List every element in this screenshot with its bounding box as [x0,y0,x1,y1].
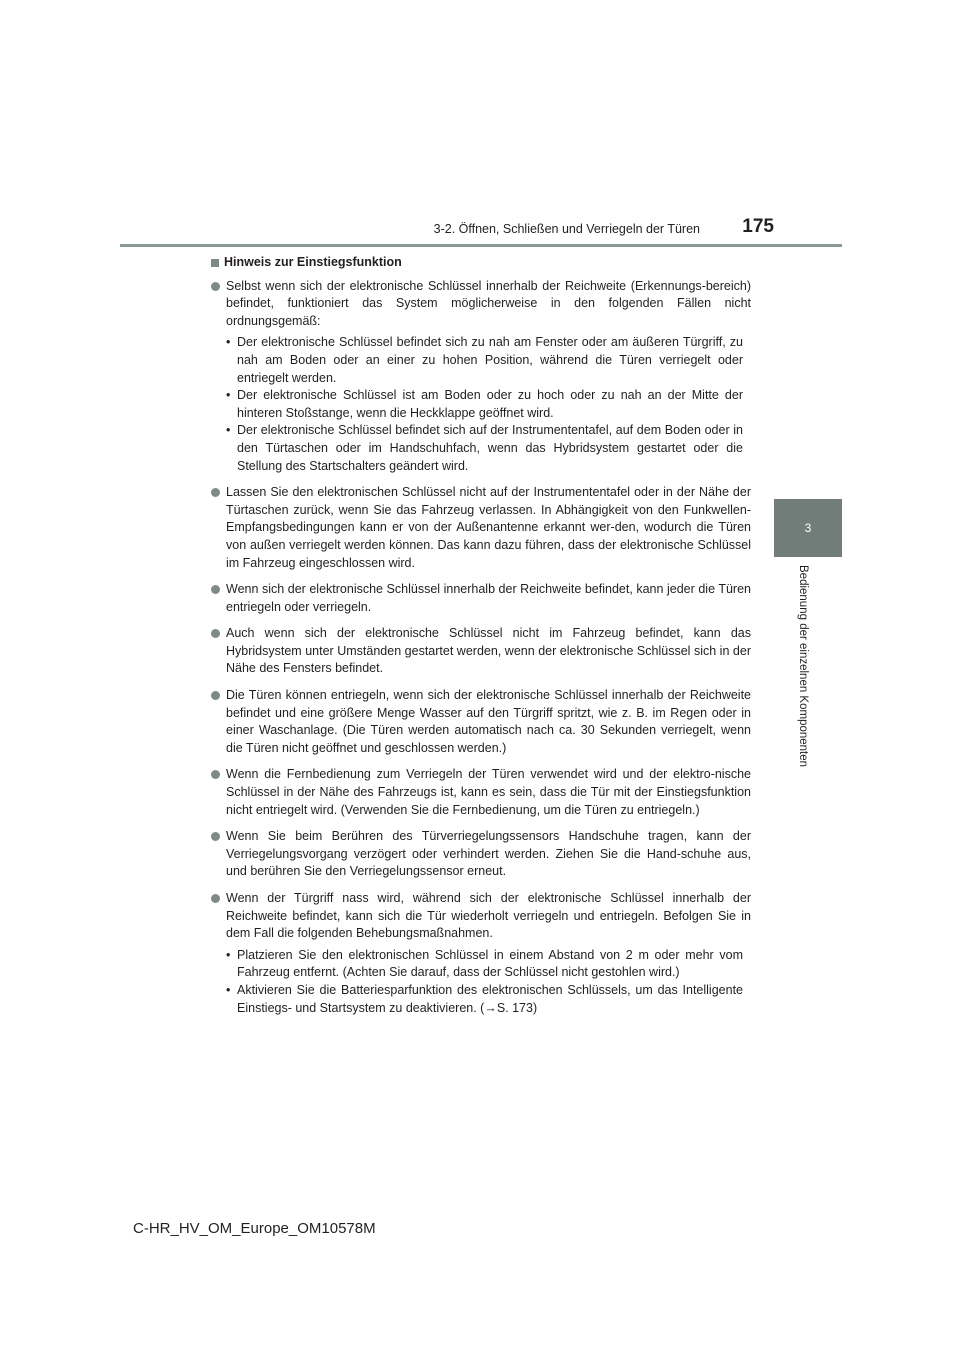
dot-bullet-icon: • [226,982,231,997]
chapter-number: 3 [804,521,812,535]
sub-list-item [211,947,751,982]
running-header-section: 3-2. Öffnen, Schließen und Verriegeln der Türen [433,222,700,236]
circle-bullet-icon [211,585,220,594]
bullet-item [211,625,751,678]
section-heading-text: Hinweis zur Einstiegsfunktion [224,255,402,269]
sub-list-text: Der elektronische Schlüssel befindet sich zu nah am Fenster oder am äußeren Türgriff, zu nah am Boden oder an einer zu hohen Position, während die Türen verriegelt oder entriegelt werden. [237,335,743,385]
circle-bullet-icon [211,282,220,291]
sub-list-text: Der elektronische Schlüssel befindet sich auf der Instrumententafel, auf dem Boden oder in den Türtaschen oder im Handschuhfach, wenn das Hybridsystem gestartet oder die Stellung des Startschalters geändert wird. [237,423,743,473]
dot-bullet-icon: • [226,423,231,438]
sub-list-text: Platzieren Sie den elektronischen Schlüssel in einem Abstand von 2 m oder mehr vom Fahrzeug entfernt. (Achten Sie darauf, dass der Schlüssel nicht gestohlen wird.) [237,947,743,980]
bullet-item [211,890,751,943]
circle-bullet-icon [211,894,220,903]
circle-bullet-icon [211,691,220,700]
bullet-item [211,484,751,572]
bullet-item [211,278,751,331]
bullet-text: Wenn sich der elektronische Schlüssel innerhalb der Reichweite befindet, kann jeder die Türen entriegeln oder verriegeln. [226,582,751,614]
bullet-text: Auch wenn sich der elektronische Schlüssel nicht im Fahrzeug befindet, kann das Hybridsystem unter Umständen gestartet werden, wenn der elektronische Schlüssel sich in der Nähe des Fensters befindet. [226,626,751,676]
bullet-list [211,278,751,1018]
bullet-text: Die Türen können entriegeln, wenn sich der elektronische Schlüssel innerhalb der Reichweite befindet und eine größere Menge Wasser auf den Türgriff spritzt, wie z. B. im Regen oder in einer Waschanlage. (Die Türen werden automatisch nach ca. 30 Sekunden verriegelt, wenn die Türen nicht geöffnet und geschlossen werden.) [226,688,751,755]
bullet-item [211,766,751,819]
bullet-text: Wenn die Fernbedienung zum Verriegeln der Türen verwendet wird und der elektro-nische Schlüssel in der Nähe des Fahrzeugs ist, kann es sein, dass die Tür mit der Einstiegsfunktion nicht entriegelt wird. (Verwenden Sie die Fernbedienung, um die Türen zu entriegeln.) [226,767,751,817]
bullet-item [211,581,751,616]
sub-list [211,947,751,1017]
main-content [211,254,751,1026]
square-bullet-icon [211,259,219,267]
circle-bullet-icon [211,629,220,638]
page-number: 175 [742,216,774,237]
bullet-text: Selbst wenn sich der elektronische Schlüssel innerhalb der Reichweite (Erkennungs-bereich) befindet, funktioniert das System möglicherweise in den folgenden Fällen nicht ordnungsgemäß: [226,278,751,328]
section-heading [211,254,751,272]
sub-list-item [211,982,751,1017]
bullet-text: Lassen Sie den elektronischen Schlüssel nicht auf der Instrumententafel oder in der Nähe der Türtaschen zurück, wenn Sie das Fahrzeug verlassen. In Abhängigkeit von den Funkwellen-Empfangsbedingungen kann er von der Außenantenne erkannt wer-den, wodurch die Türen von außen verriegelt werden können. Das kann dazu führen, dass der elektronische Schlüssel im Fahrzeug eingeschlossen wird. [226,485,751,570]
dot-bullet-icon: • [226,947,231,962]
sub-list-text: Der elektronische Schlüssel ist am Boden oder zu hoch oder zu nah an der Mitte der hinteren Stoßstange, wenn die Heckklappe geöffnet wird. [237,388,743,420]
dot-bullet-icon: • [226,388,231,403]
chapter-tab [774,499,842,557]
circle-bullet-icon [211,770,220,779]
header-rule [120,244,842,247]
bullet-text: Wenn der Türgriff nass wird, während sich der elektronische Schlüssel innerhalb der Reichweite befindet, kann sich die Tür wiederholt verriegeln und entriegeln. Befolgen Sie in dem Fall die folgenden Behebungsmaßnahmen. [226,891,751,941]
footer-document-id: C-HR_HV_OM_Europe_OM10578M [133,1220,376,1237]
bullet-item [211,828,751,881]
dot-bullet-icon: • [226,335,231,350]
circle-bullet-icon [211,832,220,841]
sub-list-item [211,422,751,475]
sub-list-text: Aktivieren Sie die Batteriesparfunktion des elektronischen Schlüssels, um das Intelligente Einstiegs- und Startsystem zu deaktivieren. (→S. 173) [237,982,743,1015]
bullet-item [211,687,751,757]
sub-list [211,334,751,475]
sub-list-item [211,387,751,422]
sub-list-item [211,334,751,387]
chapter-title: Bedienung der einzelnen Komponenten [797,565,809,768]
circle-bullet-icon [211,488,220,497]
bullet-text: Wenn Sie beim Berühren des Türverriegelungssensors Handschuhe tragen, kann der Verriegelungsvorgang verzögert oder verhindert werden. Ziehen Sie die Hand-schuhe aus, und berühren Sie den Verriegelungssensor erneut. [226,829,751,879]
